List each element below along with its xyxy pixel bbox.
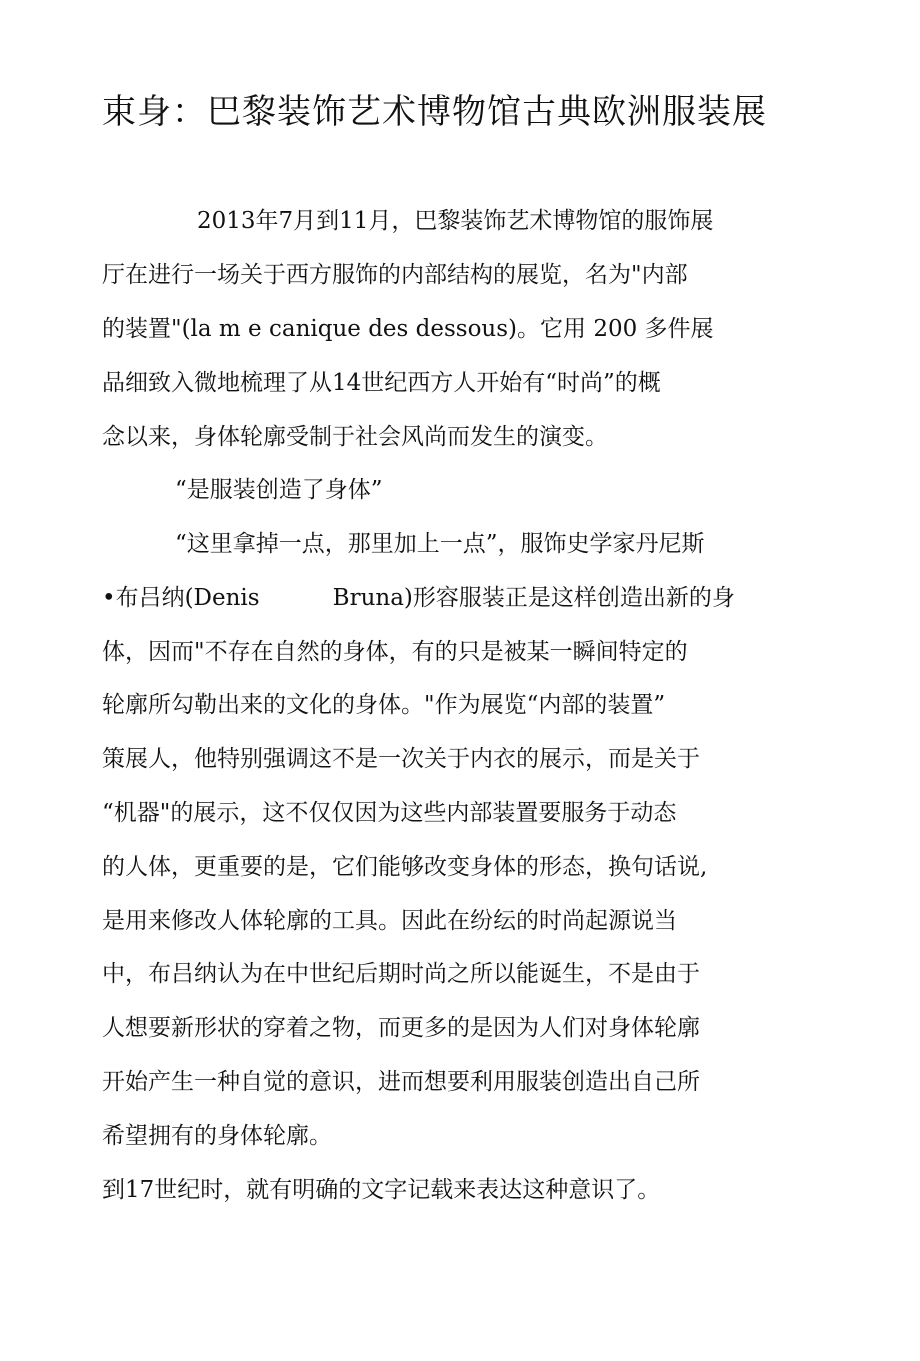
paragraph-line: 品细致入微地梳理了从14世纪西方人开始有“时尚”的概 <box>102 370 661 396</box>
paragraph-line: 开始产生一种自觉的意识，进而想要利用服装创造出自己所 <box>102 1069 700 1095</box>
paragraph-line: 的装置"(la m e canique des dessous)。它用 200 多件展 <box>102 316 714 342</box>
section-heading: “是服装创造了身体” <box>175 477 383 503</box>
paragraph-line: 的人体，更重要的是，它们能够改变身体的形态，换句话说, <box>102 854 708 880</box>
paragraph-line: 人想要新形状的穿着之物，而更多的是因为人们对身体轮廓 <box>102 1015 700 1041</box>
paragraph-line: 2013年7月到11月，巴黎装饰艺术博物馆的服饰展 <box>197 208 714 234</box>
paragraph-line: 体，因而"不存在自然的身体，有的只是被某一瞬间特定的 <box>102 639 688 665</box>
paragraph-line: 是用来修改人体轮廓的工具。因此在纷纭的时尚起源说当 <box>102 908 677 934</box>
paragraph-line: 念以来，身体轮廓受制于社会风尚而发生的演变。 <box>102 424 608 450</box>
paragraph-line: 轮廓所勾勒出来的文化的身体。"作为展览“内部的装置” <box>102 692 666 718</box>
paragraph-line: “这里拿掉一点，那里加上一点”，服饰史学家丹尼斯 <box>175 531 705 557</box>
paragraph-line: •布吕纳(Denis Bruna)形容服装正是这样创造出新的身 <box>102 585 735 611</box>
paragraph-line: 中，布吕纳认为在中世纪后期时尚之所以能诞生，不是由于 <box>102 961 700 987</box>
paragraph-line: 厅在进行一场关于西方服饰的内部结构的展览，名为"内部 <box>102 262 688 288</box>
paragraph-line: “机器"的展示，这不仅仅因为这些内部装置要服务于动态 <box>102 800 677 826</box>
paragraph-line: 策展人，他特别强调这不是一次关于内衣的展示，而是关于 <box>102 746 700 772</box>
paragraph-line: 到17世纪时，就有明确的文字记载来表达这种意识了。 <box>102 1177 661 1203</box>
page-title: 束身：巴黎装饰艺术博物馆古典欧洲服装展 <box>102 92 767 132</box>
paragraph-line: 希望拥有的身体轮廓。 <box>102 1123 332 1149</box>
